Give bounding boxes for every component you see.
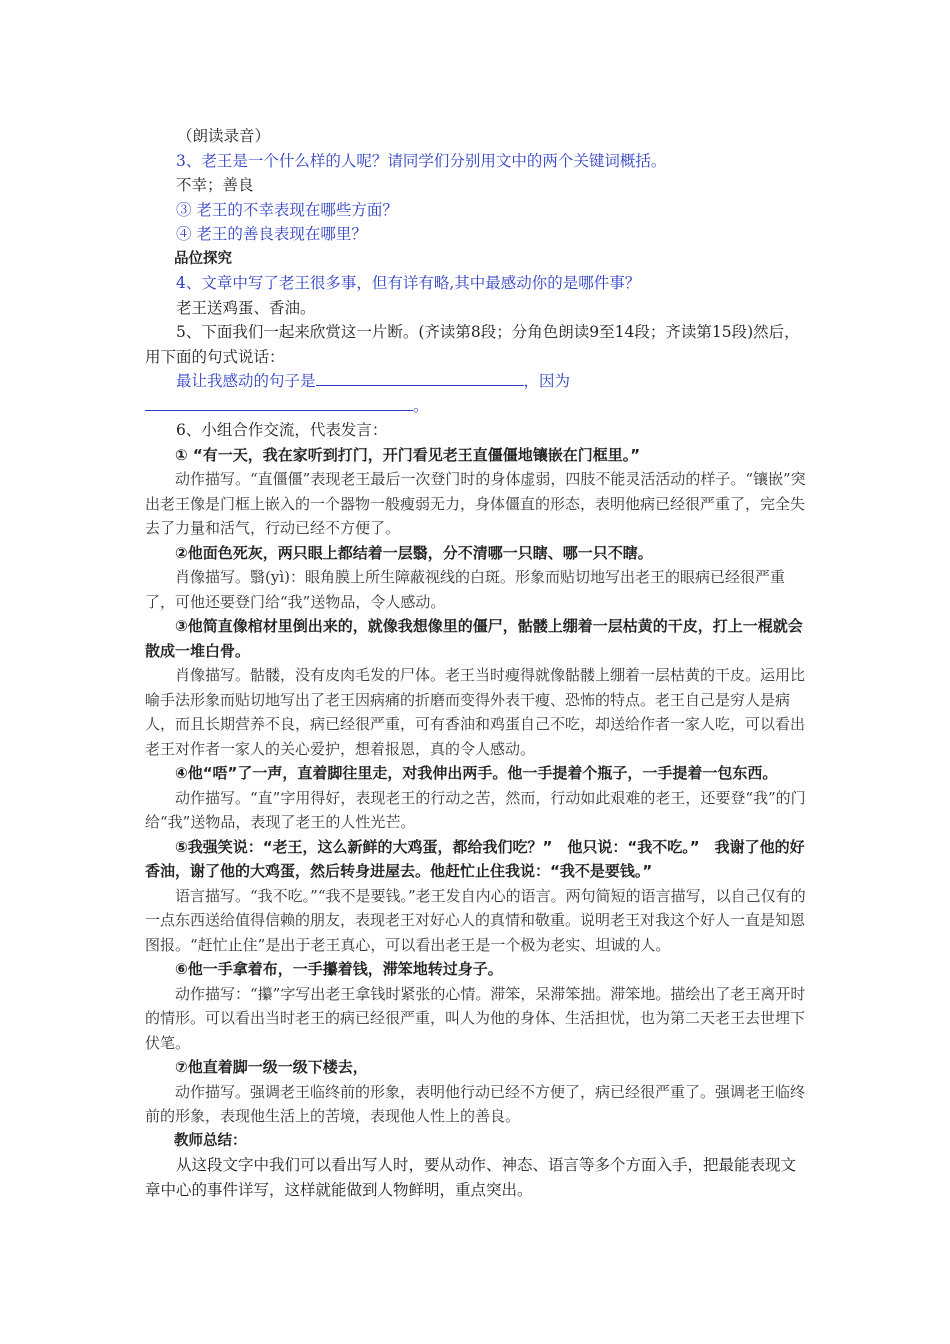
teacher-summary: 从这段文字中我们可以看出写人时，要从动作、神态、语言等多个方面入手，把最能表现文章中心的事件详写，这样就能做到人物鲜明，重点突出。 <box>145 1156 797 1199</box>
analysis-5: 语言描写。“我不吃。”“我不是要钱。”老王发自内心的语言。两句简短的语言描写，以自己仅有的一点东西送给值得信赖的朋友，表现老王对好心人的真情和敬重。说明老王对我这个好人一直是知恩图报。“赶忙止住”是出于老王真心，可以看出老王是一个极为老实、坦诚的人。 <box>145 886 806 954</box>
section-heading: 品位探究 <box>174 250 232 267</box>
pattern-because: ，因为 <box>523 372 571 390</box>
quote-1: ① “有一天，我在家听到打门，开门看见老王直僵僵地镶嵌在门框里。” <box>175 445 641 464</box>
quote-4: ④他“唔”了一声，直着脚往里走，对我伸出两手。他一手提着个瓶子，一手提着一包东西。 <box>175 764 778 782</box>
teacher-summary-heading: 教师总结： <box>174 1132 247 1149</box>
fill-blank-2-cont[interactable] <box>385 395 413 411</box>
quote-7: ⑦他直着脚一级一级下楼去， <box>175 1058 368 1076</box>
pattern-end: 。 <box>413 396 429 415</box>
reading-note: （朗读录音） <box>177 127 271 145</box>
sentence-pattern <box>145 369 810 418</box>
sub-question-3: ③ 老王的不幸表现在哪些方面？ <box>176 200 398 219</box>
analysis-1: 动作描写。“直僵僵”表现老王最后一次登门时的身体虚弱，四肢不能灵活活动的样子。“镶嵌”突出老王像是门框上嵌入的一个器物一般瘦弱无力，身体僵直的形态，表明他病已经很严重了，完全失去了力量和活气，行动已经不方便了。 <box>145 470 806 537</box>
question-3: 3、老王是一个什么样的人呢？请同学们分别用文中的两个关键词概括。 <box>176 151 667 170</box>
sub-question-4: ④ 老王的善良表现在哪里？ <box>176 225 367 243</box>
document-body <box>145 124 810 1202</box>
question-6: 6、小组合作交流，代表发言： <box>176 421 388 439</box>
fill-blank-1[interactable] <box>316 370 524 386</box>
question-4: 4、文章中写了老王很多事，但有详有略,其中最感动你的是哪件事？ <box>176 274 641 292</box>
quote-5: ⑤我强笑说：“老王，这么新鲜的大鸡蛋，都给我们吃？” 他只说：“我不吃。” 我谢了他的好香油，谢了他的大鸡蛋，然后转身进屋去。他赶忙止住我说：“我不是要钱。” <box>145 837 805 880</box>
answer-4: 老王送鸡蛋、香油。 <box>176 298 316 317</box>
analysis-4: 动作描写。“直”字用得好，表现老王的行动之苦，然而，行动如此艰难的老王，还要登“我”的门给“我”送物品，表现了老王的人性光芒。 <box>145 788 806 831</box>
fill-blank-2[interactable] <box>145 395 385 411</box>
quote-6: ⑥他一手拿着布，一手攥着钱，滞笨地转过身子。 <box>175 960 503 978</box>
quote-2: ②他面色死灰，两只眼上都结着一层翳，分不清哪一只瞎、哪一只不瞎。 <box>175 543 653 562</box>
analysis-3: 肖像描写。骷髅，没有皮肉毛发的尸体。老王当时瘦得就像骷髅上绷着一层枯黄的干皮。运用比喻手法形象而贴切地写出了老王因病痛的折磨而变得外表干瘦、恐怖的特点。老王自己是穷人是病人，而且长期营养不良，病已经很严重，可有香油和鸡蛋自己不吃，却送给作者一家人吃，可以看出老王对作者一家人的关心爱护，想着报恩，真的令人感动。 <box>145 666 806 758</box>
analysis-7: 动作描写。强调老王临终前的形象，表明他行动已经不方便了，病已经很严重了。强调老王临终前的形象，表现他生活上的苦境，表现他人性上的善良。 <box>145 1082 806 1125</box>
analysis-2: 肖像描写。翳(yì)：眼角膜上所生障蔽视线的白斑。形象而贴切地写出老王的眼病已经很严重了，可他还要登门给“我”送物品，令人感动。 <box>145 568 785 611</box>
question-5: 5、下面我们一起来欣赏这一片断。(齐读第8段；分角色朗读9至14段；齐读第15段)然后，用下面的句式说话： <box>145 323 800 366</box>
pattern-prefix: 最让我感动的句子是 <box>176 372 316 390</box>
answer-3: 不幸；善良 <box>176 176 254 194</box>
analysis-6: 动作描写：“攥”字写出老王拿钱时紧张的心情。滞笨，呆滞笨拙。滞笨地。描绘出了老王离开时的情形。可以看出当时老王的病已经很严重，叫人为他的身体、生活担忧，也为第二天老王去世埋下伏笔。 <box>145 984 806 1052</box>
quote-3: ③他简直像棺材里倒出来的，就像我想像里的僵尸，骷髅上绷着一层枯黄的干皮，打上一棍就会散成一堆白骨。 <box>145 617 803 660</box>
